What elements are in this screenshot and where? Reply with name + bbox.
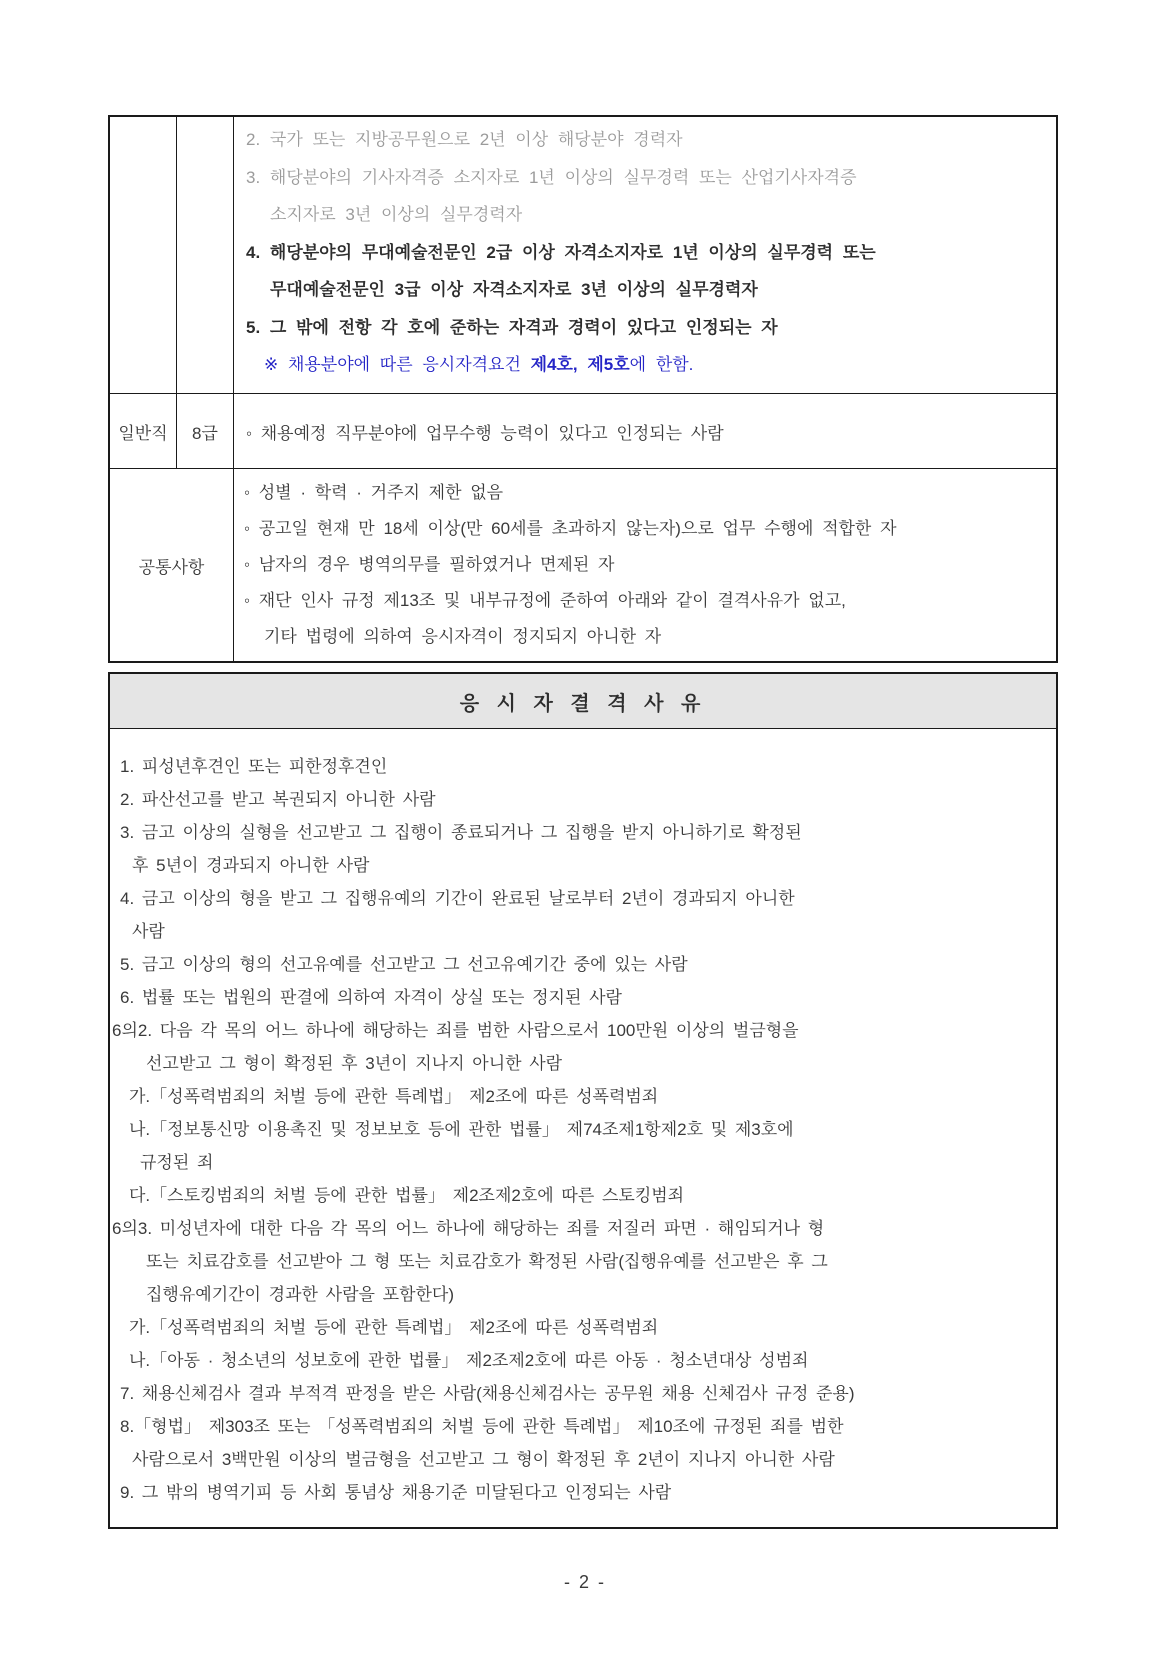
- text-line: [110, 1443, 1056, 1476]
- text-segment: 소지자로 3년 이상의 실무경력자: [270, 205, 523, 224]
- text-segment: 에 한함.: [629, 355, 694, 374]
- text-line: [110, 783, 1056, 816]
- text-segment: 가.「성폭력범죄의 처벌 등에 관한 특례법」 제2조에 따른 성폭력범죄: [129, 1087, 659, 1106]
- common-requirements: [234, 469, 1056, 661]
- common-label: 공통사항: [138, 557, 205, 577]
- text-line: [110, 1212, 1056, 1245]
- disqualification-list: [110, 729, 1056, 1527]
- text-line: [110, 1278, 1056, 1311]
- qualification-table: [108, 115, 1058, 663]
- category-cell-empty: [110, 117, 177, 393]
- text-segment: 선고받고 그 형이 확정된 후 3년이 지나지 아니한 사람: [146, 1054, 563, 1073]
- section-title-bar: [110, 674, 1056, 729]
- text-line: [110, 1146, 1056, 1179]
- grade-label: 8급: [192, 423, 218, 443]
- text-line: [110, 1410, 1056, 1443]
- text-segment: 6의3. 미성년자에 대한 다음 각 목의 어느 하나에 해당하는 죄를 저질러 파면 · 해임되거나 형: [112, 1219, 825, 1238]
- text-line: [110, 1113, 1056, 1146]
- text-line: [110, 1476, 1056, 1509]
- section-title: 응 시 자 결 격 사 유: [459, 692, 707, 715]
- text-line: [246, 121, 1056, 159]
- text-segment: 제4호, 제5호: [530, 355, 630, 374]
- text-segment: 6. 법률 또는 법원의 판결에 의하여 자격이 상실 또는 정지된 사람: [120, 988, 622, 1007]
- text-segment: ◦ 재단 인사 규정 제13조 및 내부규정에 준하여 아래와 같이 결격사유가 없고,: [244, 591, 846, 610]
- grade-cell-empty: [177, 117, 234, 393]
- text-line: [246, 196, 1056, 234]
- text-line: [244, 583, 1056, 619]
- text-line: [110, 750, 1056, 783]
- text-segment: 4. 해당분야의 무대예술전문인 2급 이상 자격소지자로 1년 이상의 실무경력 또는: [246, 242, 876, 262]
- text-line: [110, 981, 1056, 1014]
- text-segment: 2. 국가 또는 지방공무원으로 2년 이상 해당분야 경력자: [246, 130, 683, 149]
- text-segment: 다.「스토킹범죄의 처벌 등에 관한 법률」 제2조제2호에 따른 스토킹범죄: [129, 1186, 685, 1205]
- general-requirement-text: ◦ 채용예정 직무분야에 업무수행 능력이 있다고 인정되는 사람: [246, 423, 724, 443]
- text-line: [110, 1179, 1056, 1212]
- text-segment: 6의2. 다음 각 목의 어느 하나에 해당하는 죄를 범한 사람으로서 100만원 이상의 벌금형을: [112, 1021, 799, 1040]
- text-segment: 1. 피성년후견인 또는 피한정후견인: [120, 757, 388, 776]
- text-segment: ◦ 공고일 현재 만 18세 이상(만 60세를 초과하지 않는자)으로 업무 수행에 적합한 자: [244, 519, 897, 538]
- category-label: 일반직: [118, 423, 168, 443]
- text-segment: ※ 채용분야에 따른 응시자격요건: [264, 355, 531, 374]
- text-line: [110, 849, 1056, 882]
- text-segment: 나.「아동 · 청소년의 성보호에 관한 법률」 제2조제2호에 따른 아동 · 청소년대상 성범죄: [129, 1351, 809, 1370]
- text-segment: 7. 채용신체검사 결과 부적격 판정을 받은 사람(채용신체검사는 공무원 채용 신체검사 규정 준용): [120, 1384, 855, 1403]
- text-line: [246, 159, 1056, 197]
- text-line: [244, 619, 1056, 655]
- qualification-requirements: [234, 117, 1056, 393]
- text-segment: ◦ 남자의 경우 병역의무를 필하였거나 면제된 자: [244, 555, 615, 574]
- text-segment: 사람: [132, 922, 165, 941]
- text-segment: 5. 금고 이상의 형의 선고유예를 선고받고 그 선고유예기간 중에 있는 사람: [120, 955, 688, 974]
- text-line: [246, 271, 1056, 309]
- text-segment: 나.「정보통신망 이용촉진 및 정보보호 등에 관한 법률」 제74조제1항제2호 및 제3호에: [129, 1120, 794, 1139]
- general-grade-row: [110, 393, 1056, 468]
- text-line: [110, 1014, 1056, 1047]
- common-requirements-row: [110, 468, 1056, 661]
- text-segment: 또는 치료감호를 선고받아 그 형 또는 치료감호가 확정된 사람(집행유예를 선고받은 후 그: [146, 1252, 828, 1271]
- common-label-cell: [110, 469, 234, 661]
- text-line: [246, 309, 1056, 347]
- text-segment: ◦ 성별 · 학력 · 거주지 제한 없음: [244, 483, 504, 502]
- text-segment: 무대예술전문인 3급 이상 자격소지자로 3년 이상의 실무경력자: [270, 280, 758, 299]
- text-line: [110, 1311, 1056, 1344]
- text-line: [246, 346, 1056, 384]
- text-segment: 집행유예기간이 경과한 사람을 포함한다): [146, 1285, 455, 1304]
- text-line: [110, 948, 1056, 981]
- text-line: [110, 1344, 1056, 1377]
- text-segment: 5. 그 밖에 전항 각 호에 준하는 자격과 경력이 있다고 인정되는 자: [246, 317, 778, 337]
- text-segment: 후 5년이 경과되지 아니한 사람: [132, 856, 370, 875]
- page-number: - 2 -: [563, 1572, 606, 1592]
- text-segment: 3. 금고 이상의 실형을 선고받고 그 집행이 종료되거나 그 집행을 받지 아니하기로 확정된: [120, 823, 802, 842]
- text-segment: 4. 금고 이상의 형을 받고 그 집행유예의 기간이 완료된 날로부터 2년이 경과되지 아니한: [120, 889, 795, 908]
- text-line: [244, 475, 1056, 511]
- category-cell: [110, 394, 177, 468]
- text-segment: 2. 파산선고를 받고 복권되지 아니한 사람: [120, 790, 436, 809]
- text-line: [110, 1080, 1056, 1113]
- disqualification-section: [108, 672, 1058, 1529]
- text-segment: 9. 그 밖의 병역기피 등 사회 통념상 채용기준 미달된다고 인정되는 사람: [120, 1483, 672, 1502]
- text-segment: 3. 해당분야의 기사자격증 소지자로 1년 이상의 실무경력 또는 산업기사자격증: [246, 167, 857, 187]
- text-line: [110, 1377, 1056, 1410]
- text-line: [110, 816, 1056, 849]
- qualification-continued-row: [110, 117, 1056, 393]
- text-line: [244, 547, 1056, 583]
- general-requirement-cell: [234, 394, 1056, 468]
- text-line: [244, 511, 1056, 547]
- text-line: [110, 882, 1056, 915]
- text-line: [110, 1047, 1056, 1080]
- text-segment: 기타 법령에 의하여 응시자격이 정지되지 아니한 자: [264, 627, 662, 646]
- text-segment: 8.「형법」 제303조 또는 「성폭력범죄의 처벌 등에 관한 특례법」 제10조에 규정된 죄를 범한: [120, 1417, 844, 1436]
- text-segment: 사람으로서 3백만원 이상의 벌금형을 선고받고 그 형이 확정된 후 2년이 지나지 아니한 사람: [132, 1450, 835, 1469]
- grade-cell: [177, 394, 234, 468]
- text-line: [110, 915, 1056, 948]
- text-line: [246, 234, 1056, 272]
- text-segment: 규정된 죄: [140, 1153, 214, 1172]
- text-line: [110, 1245, 1056, 1278]
- text-segment: 가.「성폭력범죄의 처벌 등에 관한 특례법」 제2조에 따른 성폭력범죄: [129, 1318, 659, 1337]
